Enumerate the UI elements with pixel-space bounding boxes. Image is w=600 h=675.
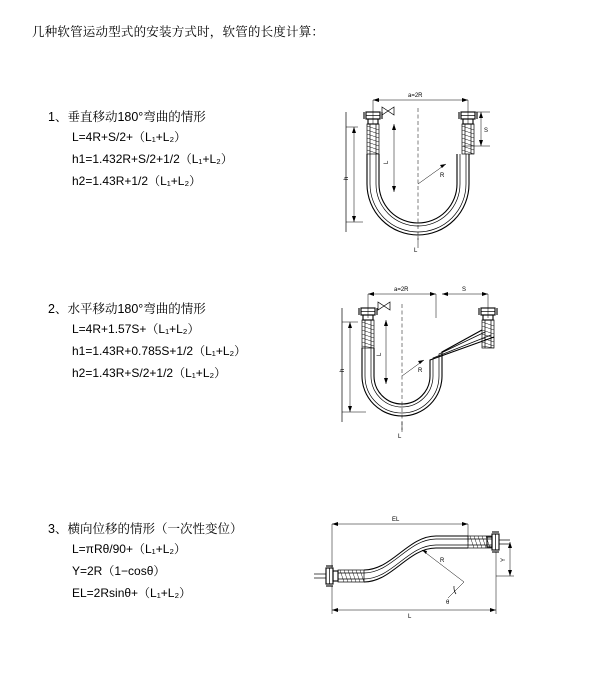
svg-text:R: R [440,173,445,179]
section-3-text [48,520,308,604]
svg-text:h: h [344,176,350,180]
horizontal-180-bend-diagram [318,272,518,447]
section-1-figure [318,72,518,262]
svg-text:L: L [408,614,412,620]
lateral-offset-diagram [296,506,526,646]
svg-text:L: L [377,352,383,356]
vertical-180-bend-diagram [318,72,518,262]
section-2-text [48,300,308,384]
svg-text:L: L [398,434,402,440]
section-2-formula-1: L=4R+1.57S+（L₁+L₂） [72,322,200,336]
svg-text:EL: EL [392,517,400,523]
section-1-text [48,108,308,192]
section-1-formula-2: h1=1.432R+S/2+1/2（L₁+L₂） [72,152,233,166]
svg-text:Y: Y [501,557,507,562]
section-3-formula-1: L=πRθ/90+（L₁+L₂） [72,542,187,556]
section-3-formula-2: Y=2R（1−cosθ） [72,564,166,578]
svg-text:R: R [440,558,445,564]
svg-text:h: h [340,368,346,372]
section-2-title: 2、水平移动180°弯曲的情形 [48,302,206,316]
svg-text:L: L [384,160,390,164]
svg-text:θ: θ [446,600,450,606]
page-title: 几种软管运动型式的安装方式时，软管的长度计算： [32,25,325,39]
section-2-figure [318,272,518,447]
svg-text:S: S [484,128,489,134]
svg-text:a=2R: a=2R [408,93,423,99]
svg-text:S: S [462,287,467,293]
section-2-formula-3: h2=1.43R+S/2+1/2（L₁+L₂） [72,366,227,380]
section-3-formula-3: EL=2Rsinθ+（L₁+L₂） [72,586,192,600]
svg-text:R: R [418,368,423,374]
section-1-formula-1: L=4R+S/2+（L₁+L₂） [72,130,187,144]
section-1-formula-3: h2=1.43R+1/2（L₁+L₂） [72,174,202,188]
svg-text:a=2R: a=2R [394,287,409,293]
section-3-title: 3、横向位移的情形（一次性变位） [48,522,243,536]
svg-text:L: L [414,248,418,254]
section-2-formula-2: h1=1.43R+0.785S+1/2（L₁+L₂） [72,344,247,358]
section-1-title: 1、垂直移动180°弯曲的情形 [48,110,206,124]
section-3-figure [296,506,526,646]
